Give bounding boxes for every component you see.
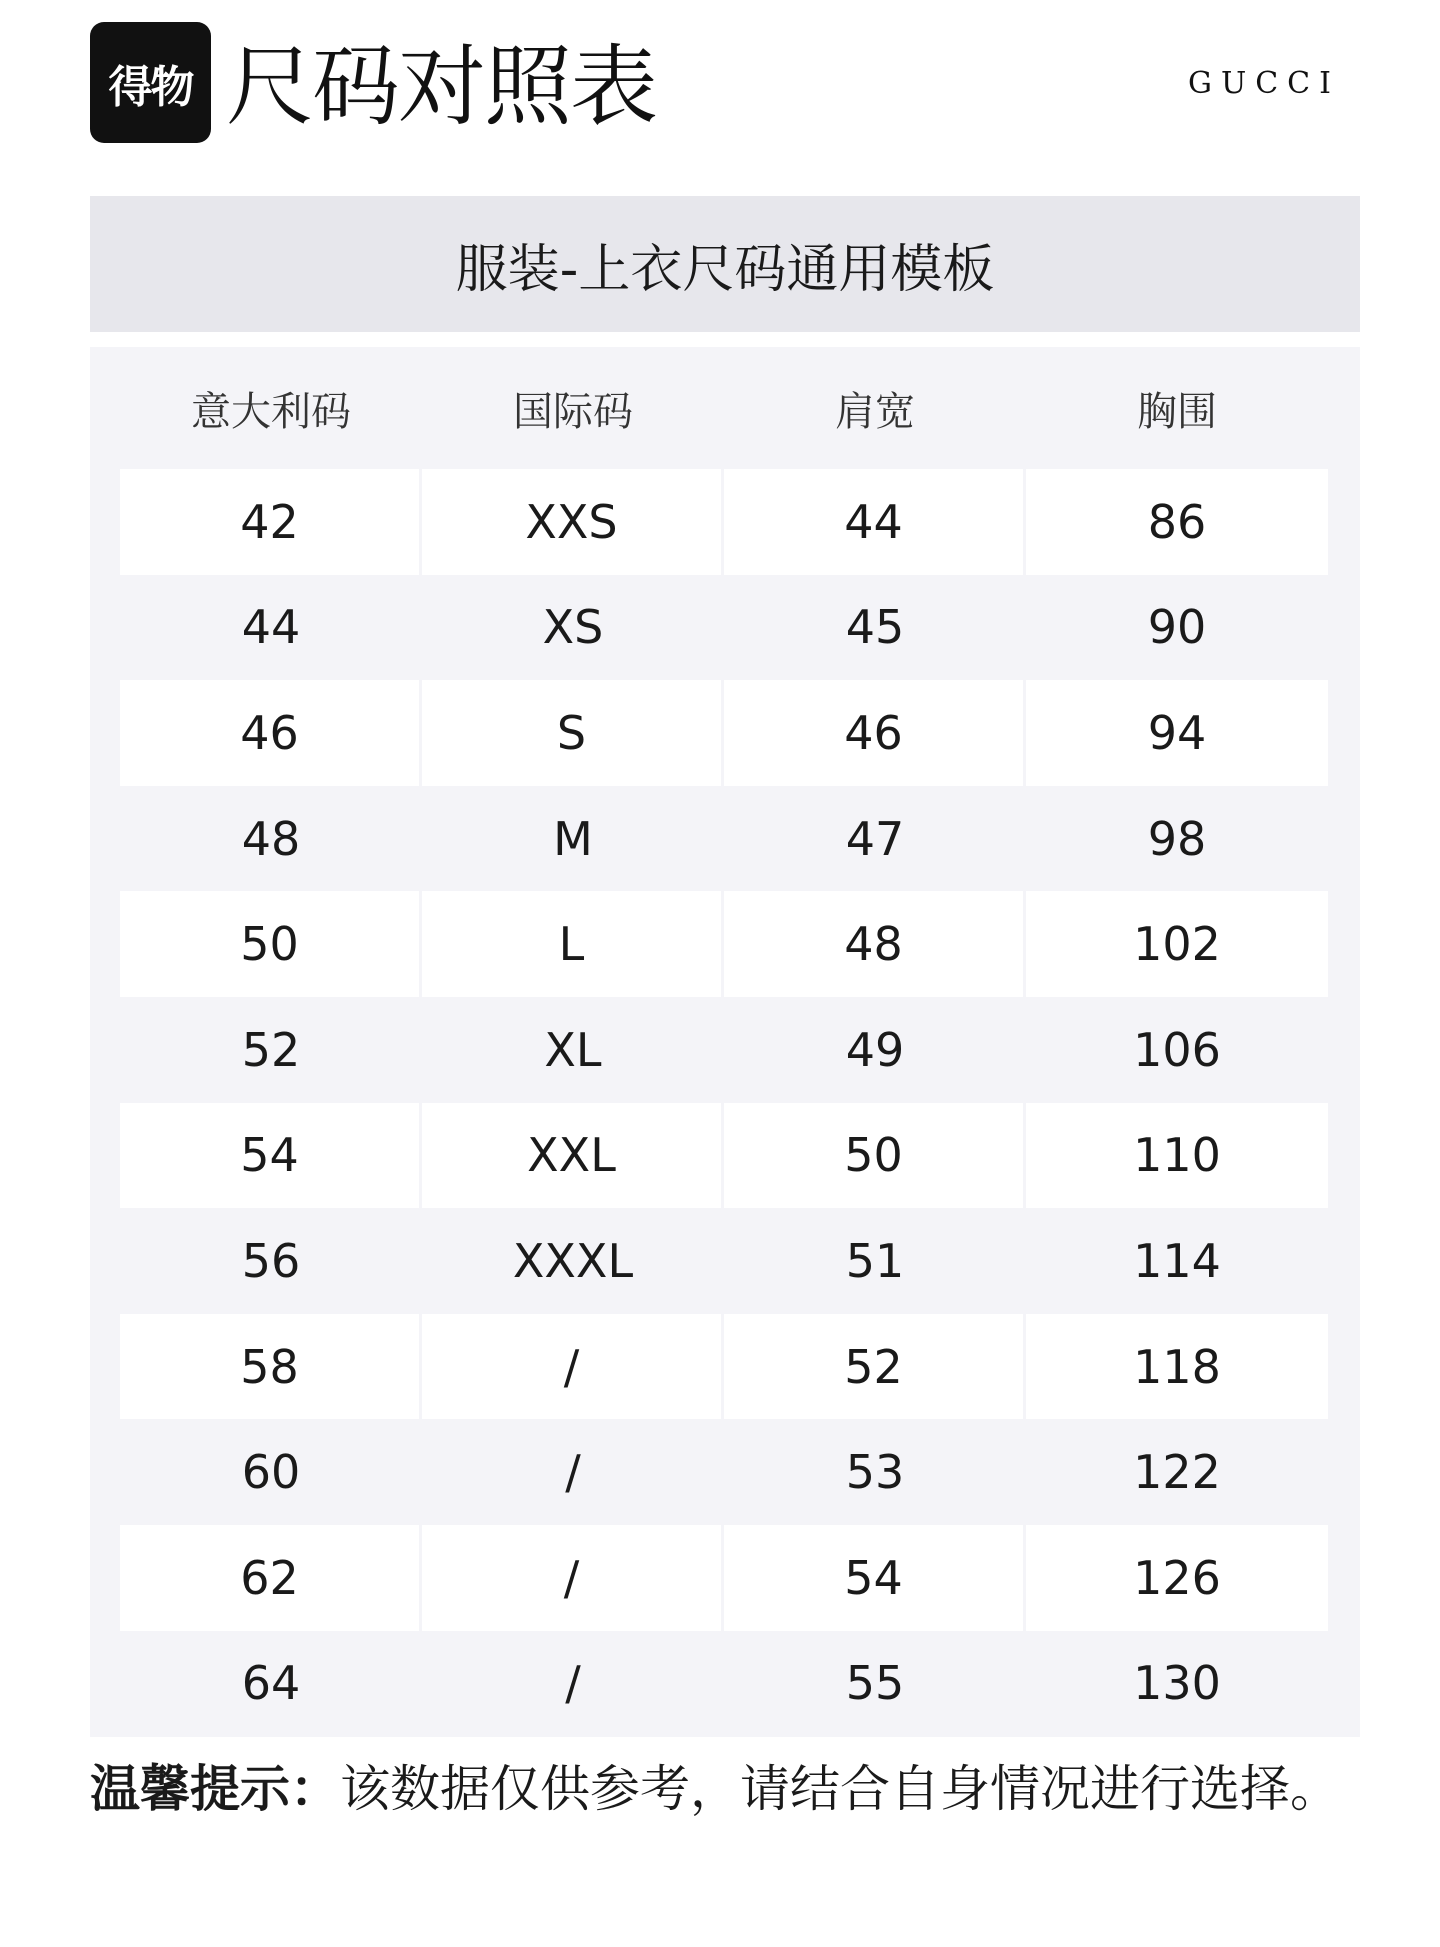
cell-italian-size: 44: [241, 600, 301, 655]
cell-shoulder-width: 46: [724, 680, 1026, 786]
table-row: [120, 891, 1328, 997]
table-row: [120, 1525, 1328, 1631]
cell-shoulder-width: 50: [724, 1103, 1026, 1209]
column-header-italian-size: 意大利码: [191, 388, 351, 435]
table-title: 服装-上衣尺码通用模板: [455, 239, 995, 300]
cell-shoulder-width: 55: [845, 1656, 905, 1711]
table-row: [120, 1208, 1328, 1314]
cell-international-size: L: [422, 891, 724, 997]
tip-note: [90, 1754, 1340, 1824]
table-row: [120, 1631, 1328, 1737]
cell-chest: 106: [1133, 1022, 1221, 1077]
cell-shoulder-width: 52: [724, 1314, 1026, 1420]
cell-international-size: XL: [544, 1022, 602, 1077]
cell-italian-size: 60: [241, 1445, 301, 1500]
cell-chest: 126: [1026, 1525, 1328, 1631]
brand-logo: GUCCI: [1187, 66, 1340, 101]
cell-italian-size: 62: [120, 1525, 422, 1631]
cell-international-size: /: [422, 1314, 724, 1420]
cell-chest: 118: [1026, 1314, 1328, 1420]
cell-italian-size: 64: [241, 1656, 301, 1711]
cell-shoulder-width: 47: [845, 811, 905, 866]
dewu-logo: [90, 22, 211, 143]
table-header-row: [120, 347, 1328, 469]
column-header-chest: 胸围: [1137, 388, 1217, 435]
cell-chest: 98: [1147, 811, 1207, 866]
cell-international-size: XS: [542, 600, 604, 655]
tip-label: 温馨提示：: [90, 1760, 340, 1818]
table-row: [120, 997, 1328, 1103]
table-body: [120, 469, 1328, 1736]
cell-italian-size: 50: [120, 891, 422, 997]
cell-international-size: XXS: [422, 469, 724, 575]
table-row: [120, 1314, 1328, 1420]
header: [90, 22, 1360, 147]
cell-international-size: /: [422, 1525, 724, 1631]
cell-shoulder-width: 49: [845, 1022, 905, 1077]
cell-international-size: /: [565, 1656, 581, 1711]
cell-chest: 94: [1026, 680, 1328, 786]
cell-italian-size: 54: [120, 1103, 422, 1209]
column-header-international-size: 国际码: [513, 388, 633, 435]
column-header-shoulder-width: 肩宽: [835, 388, 915, 435]
cell-chest: 86: [1026, 469, 1328, 575]
page-title: 尺码对照表: [226, 35, 657, 138]
cell-international-size: XXL: [422, 1103, 724, 1209]
cell-shoulder-width: 44: [724, 469, 1026, 575]
cell-chest: 114: [1133, 1233, 1221, 1288]
cell-shoulder-width: 53: [845, 1445, 905, 1500]
cell-international-size: S: [422, 680, 724, 786]
table-row: [120, 1419, 1328, 1525]
cell-shoulder-width: 54: [724, 1525, 1026, 1631]
cell-chest: 122: [1133, 1445, 1221, 1500]
table-title-banner: [90, 196, 1360, 332]
cell-italian-size: 42: [120, 469, 422, 575]
cell-italian-size: 58: [120, 1314, 422, 1420]
table-row: [120, 786, 1328, 892]
cell-italian-size: 48: [241, 811, 301, 866]
cell-italian-size: 56: [241, 1233, 301, 1288]
size-table: [90, 347, 1360, 1737]
cell-international-size: M: [553, 811, 593, 866]
cell-shoulder-width: 48: [724, 891, 1026, 997]
cell-italian-size: 46: [120, 680, 422, 786]
table-row: [120, 469, 1328, 575]
logo-text: 得物: [108, 61, 193, 113]
table-row: [120, 1103, 1328, 1209]
table-row: [120, 680, 1328, 786]
cell-international-size: XXXL: [512, 1233, 634, 1288]
cell-shoulder-width: 45: [845, 600, 905, 655]
cell-chest: 102: [1026, 891, 1328, 997]
cell-chest: 110: [1026, 1103, 1328, 1209]
table-row: [120, 575, 1328, 681]
cell-chest: 90: [1147, 600, 1207, 655]
tip-text: 该数据仅供参考，请结合自身情况进行选择。: [340, 1760, 1340, 1818]
cell-chest: 130: [1133, 1656, 1221, 1711]
cell-international-size: /: [565, 1445, 581, 1500]
cell-italian-size: 52: [241, 1022, 301, 1077]
cell-shoulder-width: 51: [845, 1233, 905, 1288]
